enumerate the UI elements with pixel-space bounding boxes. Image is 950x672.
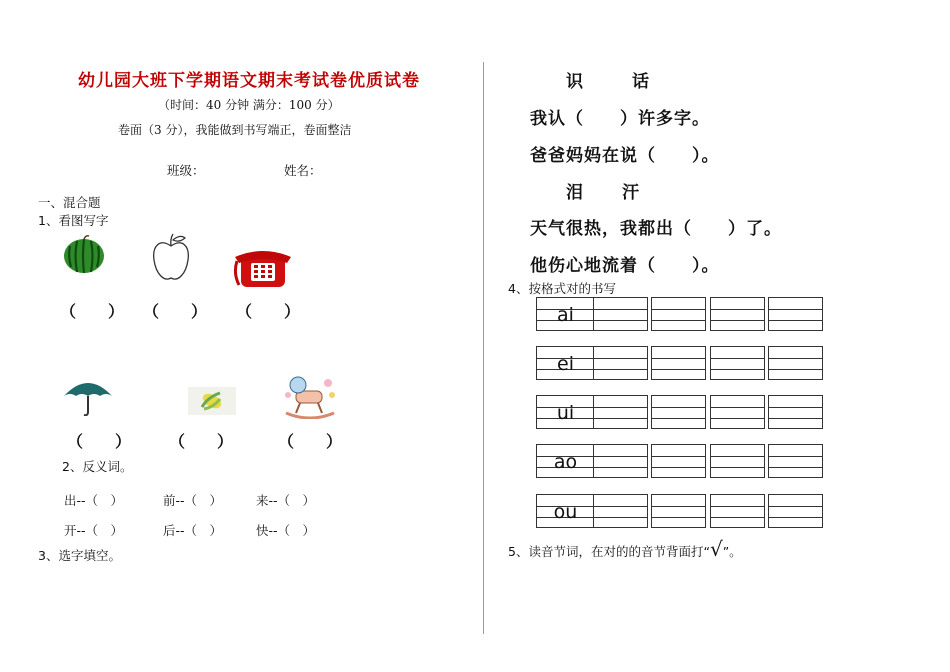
answer-blank[interactable]: （ ） xyxy=(169,432,234,451)
fill-sentence[interactable]: 我认（ ）许多字。 xyxy=(530,109,710,129)
apple-icon xyxy=(150,232,192,286)
writing-grid-row xyxy=(536,297,828,333)
writing-cell[interactable] xyxy=(651,346,706,380)
word-choice-a: 泪 xyxy=(566,183,584,203)
writing-cell[interactable] xyxy=(651,297,706,331)
question-5-title xyxy=(508,537,742,561)
writing-cell[interactable] xyxy=(593,346,648,380)
pinyin-text: ai xyxy=(557,304,574,326)
writing-cell[interactable] xyxy=(651,395,706,429)
answer-blank[interactable]: （ ） xyxy=(67,432,132,451)
writing-cell[interactable] xyxy=(768,494,823,528)
word-choice-b: 话 xyxy=(632,72,650,92)
word-choice-a: 识 xyxy=(566,72,584,92)
pinyin-cell xyxy=(536,444,594,478)
writing-grid-row xyxy=(536,395,828,431)
writing-cell[interactable] xyxy=(768,346,823,380)
writing-cell[interactable] xyxy=(768,444,823,478)
writing-cell[interactable] xyxy=(710,444,765,478)
writing-cell[interactable] xyxy=(710,494,765,528)
antonym-item[interactable]: 来--（ ） xyxy=(256,493,316,508)
writing-cell[interactable] xyxy=(651,494,706,528)
question-2-title: 2、反义词。 xyxy=(62,459,133,474)
antonym-item[interactable]: 快--（ ） xyxy=(256,523,316,538)
pinyin-text: ei xyxy=(557,353,574,375)
pinyin-cell xyxy=(536,395,594,429)
antonym-item[interactable]: 开--（ ） xyxy=(64,523,124,538)
writing-cell[interactable] xyxy=(593,444,648,478)
fill-sentence[interactable]: 天气很热，我都出（ ）了。 xyxy=(530,219,782,239)
watermelon-icon xyxy=(62,234,106,274)
antonym-item[interactable]: 出--（ ） xyxy=(64,493,124,508)
antonym-item[interactable]: 后--（ ） xyxy=(163,523,223,538)
umbrella-icon xyxy=(62,376,114,416)
rocking-horse-icon xyxy=(282,373,338,419)
question-4-title: 4、按格式对的书写 xyxy=(508,281,616,296)
writing-cell[interactable] xyxy=(768,395,823,429)
answer-blank[interactable]: （ ） xyxy=(278,432,343,451)
writing-cell[interactable] xyxy=(593,494,648,528)
word-choice-b: 汗 xyxy=(622,183,640,203)
answer-blank[interactable]: （ ） xyxy=(60,302,125,321)
time-info: （时间：40 分钟 满分：100 分） xyxy=(158,98,340,112)
column-divider xyxy=(483,62,484,634)
question-3-title: 3、选字填空。 xyxy=(38,548,121,563)
writing-cell[interactable] xyxy=(593,297,648,331)
answer-blank[interactable]: （ ） xyxy=(236,302,301,321)
class-label: 班级： xyxy=(167,163,205,178)
pinyin-text: ou xyxy=(553,501,578,523)
page-title: 幼儿园大班下学期语文期末考试卷优质试卷 xyxy=(78,71,420,91)
question-1-title: 1、看图写字 xyxy=(38,213,109,228)
question-5-suffix: ”。 xyxy=(722,544,742,559)
writing-cell[interactable] xyxy=(710,346,765,380)
checkmark-icon: √ xyxy=(709,537,723,561)
fill-sentence[interactable]: 他伤心地流着（ ）。 xyxy=(530,256,720,276)
section-heading: 一、混合题 xyxy=(38,195,101,210)
neatness-note: 卷面（3 分），我能做到书写端正，卷面整洁 xyxy=(118,123,352,137)
antonym-item[interactable]: 前--（ ） xyxy=(163,493,223,508)
pinyin-cell xyxy=(536,346,594,380)
writing-cell[interactable] xyxy=(710,395,765,429)
telephone-icon xyxy=(233,247,293,289)
writing-grid-row xyxy=(536,494,828,530)
pinyin-cell xyxy=(536,494,594,528)
writing-cell[interactable] xyxy=(768,297,823,331)
question-5-text: 5、读音节词，在对的的音节背面打“ xyxy=(508,544,710,559)
pinyin-cell xyxy=(536,297,594,331)
writing-cell[interactable] xyxy=(710,297,765,331)
pinyin-text: ui xyxy=(556,402,575,424)
pinyin-text: ao xyxy=(553,451,578,473)
writing-cell[interactable] xyxy=(651,444,706,478)
writing-grid-row xyxy=(536,444,828,480)
answer-blank[interactable]: （ ） xyxy=(143,302,208,321)
name-label: 姓名： xyxy=(284,163,322,178)
writing-grid-row xyxy=(536,346,828,382)
fill-sentence[interactable]: 爸爸妈妈在说（ ）。 xyxy=(530,146,720,166)
writing-cell[interactable] xyxy=(593,395,648,429)
corn-icon xyxy=(188,387,236,415)
